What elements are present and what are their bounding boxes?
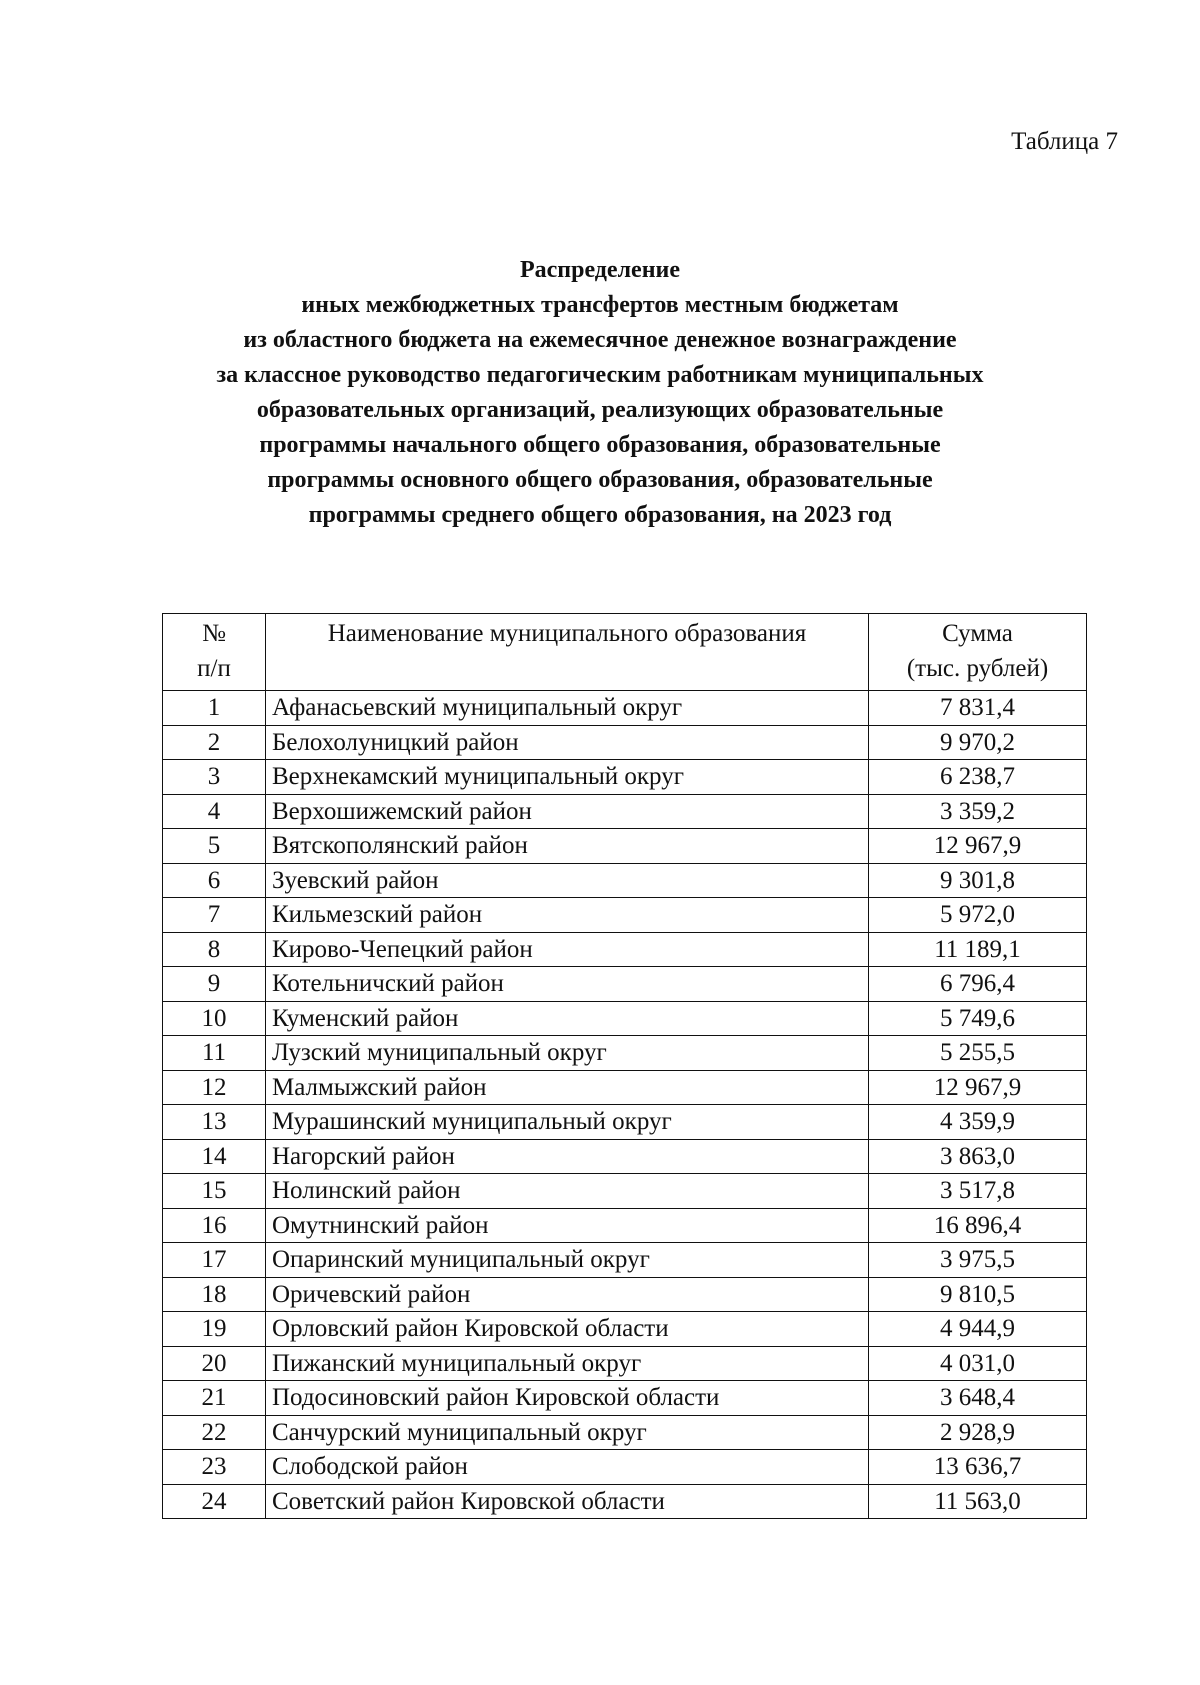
table-row bbox=[163, 760, 1087, 795]
municipality-name-cell: Оричевский район bbox=[266, 1277, 869, 1312]
header-pp: п/п bbox=[197, 655, 231, 682]
sum-cell: 9 301,8 bbox=[869, 863, 1087, 898]
table-row bbox=[163, 932, 1087, 967]
table-row bbox=[163, 725, 1087, 760]
municipality-name-cell: Пижанский муниципальный округ bbox=[266, 1346, 869, 1381]
municipality-name-cell: Лузский муниципальный округ bbox=[266, 1036, 869, 1071]
title-line: программы начального общего образования, образовательные bbox=[259, 432, 941, 458]
sum-cell: 12 967,9 bbox=[869, 1070, 1087, 1105]
table-row bbox=[163, 794, 1087, 829]
table-row bbox=[163, 1312, 1087, 1347]
row-number-cell: 21 bbox=[163, 1381, 266, 1416]
table-row bbox=[163, 829, 1087, 864]
sum-cell: 11 563,0 bbox=[869, 1484, 1087, 1519]
table-row bbox=[163, 1036, 1087, 1071]
header-number-sign: № bbox=[202, 620, 226, 647]
table-row bbox=[163, 1208, 1087, 1243]
municipality-name-cell: Белохолуницкий район bbox=[266, 725, 869, 760]
municipality-name-cell: Нагорский район bbox=[266, 1139, 869, 1174]
municipality-name-cell: Вятскополянский район bbox=[266, 829, 869, 864]
row-number-cell: 12 bbox=[163, 1070, 266, 1105]
title-line: Распределение bbox=[519, 257, 681, 283]
sum-cell: 5 749,6 bbox=[869, 1001, 1087, 1036]
sum-cell: 3 517,8 bbox=[869, 1174, 1087, 1209]
header-row-number bbox=[163, 614, 266, 691]
table-row bbox=[163, 1070, 1087, 1105]
table-row bbox=[163, 691, 1087, 726]
municipality-name-cell: Верхошижемский район bbox=[266, 794, 869, 829]
row-number-cell: 5 bbox=[163, 829, 266, 864]
sum-cell: 5 972,0 bbox=[869, 898, 1087, 933]
municipality-name-cell: Подосиновский район Кировской области bbox=[266, 1381, 869, 1416]
row-number-cell: 1 bbox=[163, 691, 266, 726]
row-number-cell: 2 bbox=[163, 725, 266, 760]
table-row bbox=[163, 1450, 1087, 1485]
header-sum-unit: (тыс. рублей) bbox=[906, 655, 1049, 682]
table-row bbox=[163, 1484, 1087, 1519]
sum-cell: 13 636,7 bbox=[869, 1450, 1087, 1485]
municipality-name-cell: Афанасьевский муниципальный округ bbox=[266, 691, 869, 726]
row-number-cell: 23 bbox=[163, 1450, 266, 1485]
municipality-name-cell: Нолинский район bbox=[266, 1174, 869, 1209]
municipality-name-cell: Орловский район Кировской области bbox=[266, 1312, 869, 1347]
municipality-name-cell: Котельничский район bbox=[266, 967, 869, 1002]
municipality-name-cell: Верхнекамский муниципальный округ bbox=[266, 760, 869, 795]
sum-cell: 7 831,4 bbox=[869, 691, 1087, 726]
row-number-cell: 17 bbox=[163, 1243, 266, 1278]
table-row bbox=[163, 1174, 1087, 1209]
table-row bbox=[163, 967, 1087, 1002]
municipality-name-cell: Кильмезский район bbox=[266, 898, 869, 933]
row-number-cell: 11 bbox=[163, 1036, 266, 1071]
sum-cell: 6 238,7 bbox=[869, 760, 1087, 795]
municipality-name-cell: Куменский район bbox=[266, 1001, 869, 1036]
table-number-label: Таблица 7 bbox=[1011, 128, 1118, 155]
row-number-cell: 8 bbox=[163, 932, 266, 967]
table-row bbox=[163, 1105, 1087, 1140]
table-row bbox=[163, 898, 1087, 933]
table-header-row bbox=[163, 614, 1087, 691]
header-sum bbox=[869, 614, 1087, 691]
sum-cell: 9 970,2 bbox=[869, 725, 1087, 760]
sum-cell: 11 189,1 bbox=[869, 932, 1087, 967]
sum-cell: 4 031,0 bbox=[869, 1346, 1087, 1381]
header-sum-label: Сумма bbox=[942, 620, 1013, 647]
title-line: из областного бюджета на ежемесячное денежное вознаграждение bbox=[243, 327, 957, 353]
municipality-name-cell: Слободской район bbox=[266, 1450, 869, 1485]
row-number-cell: 9 bbox=[163, 967, 266, 1002]
title-line: образовательных организаций, реализующих образовательные bbox=[256, 397, 944, 423]
row-number-cell: 18 bbox=[163, 1277, 266, 1312]
table-row bbox=[163, 1346, 1087, 1381]
sum-cell: 4 359,9 bbox=[869, 1105, 1087, 1140]
title-line: иных межбюджетных трансфертов местным бюджетам bbox=[301, 292, 899, 318]
sum-cell: 3 975,5 bbox=[869, 1243, 1087, 1278]
row-number-cell: 15 bbox=[163, 1174, 266, 1209]
sum-cell: 2 928,9 bbox=[869, 1415, 1087, 1450]
table-row bbox=[163, 1001, 1087, 1036]
sum-cell: 4 944,9 bbox=[869, 1312, 1087, 1347]
title-line: программы основного общего образования, образовательные bbox=[267, 467, 933, 493]
row-number-cell: 24 bbox=[163, 1484, 266, 1519]
row-number-cell: 4 bbox=[163, 794, 266, 829]
table-row bbox=[163, 1381, 1087, 1416]
row-number-cell: 3 bbox=[163, 760, 266, 795]
table-row bbox=[163, 1415, 1087, 1450]
table-body bbox=[163, 691, 1087, 1519]
municipality-name-cell: Советский район Кировской области bbox=[266, 1484, 869, 1519]
sum-cell: 9 810,5 bbox=[869, 1277, 1087, 1312]
title-line: за классное руководство педагогическим работникам муниципальных bbox=[216, 362, 984, 388]
sum-cell: 12 967,9 bbox=[869, 829, 1087, 864]
municipality-name-cell: Санчурский муниципальный округ bbox=[266, 1415, 869, 1450]
row-number-cell: 16 bbox=[163, 1208, 266, 1243]
sum-cell: 16 896,4 bbox=[869, 1208, 1087, 1243]
distribution-table bbox=[162, 613, 1087, 1519]
sum-cell: 3 359,2 bbox=[869, 794, 1087, 829]
municipality-name-cell: Опаринский муниципальный округ bbox=[266, 1243, 869, 1278]
row-number-cell: 20 bbox=[163, 1346, 266, 1381]
row-number-cell: 19 bbox=[163, 1312, 266, 1347]
document-title bbox=[0, 253, 1200, 533]
row-number-cell: 7 bbox=[163, 898, 266, 933]
municipality-name-cell: Омутнинский район bbox=[266, 1208, 869, 1243]
row-number-cell: 22 bbox=[163, 1415, 266, 1450]
row-number-cell: 13 bbox=[163, 1105, 266, 1140]
row-number-cell: 6 bbox=[163, 863, 266, 898]
municipality-name-cell: Кирово-Чепецкий район bbox=[266, 932, 869, 967]
header-municipality-name: Наименование муниципального образования bbox=[266, 614, 869, 691]
sum-cell: 6 796,4 bbox=[869, 967, 1087, 1002]
table-row bbox=[163, 1139, 1087, 1174]
municipality-name-cell: Малмыжский район bbox=[266, 1070, 869, 1105]
title-line: программы среднего общего образования, на 2023 год bbox=[308, 502, 892, 528]
row-number-cell: 10 bbox=[163, 1001, 266, 1036]
table-row bbox=[163, 1277, 1087, 1312]
sum-cell: 5 255,5 bbox=[869, 1036, 1087, 1071]
row-number-cell: 14 bbox=[163, 1139, 266, 1174]
table-row bbox=[163, 1243, 1087, 1278]
sum-cell: 3 648,4 bbox=[869, 1381, 1087, 1416]
table-row bbox=[163, 863, 1087, 898]
municipality-name-cell: Зуевский район bbox=[266, 863, 869, 898]
sum-cell: 3 863,0 bbox=[869, 1139, 1087, 1174]
municipality-name-cell: Мурашинский муниципальный округ bbox=[266, 1105, 869, 1140]
